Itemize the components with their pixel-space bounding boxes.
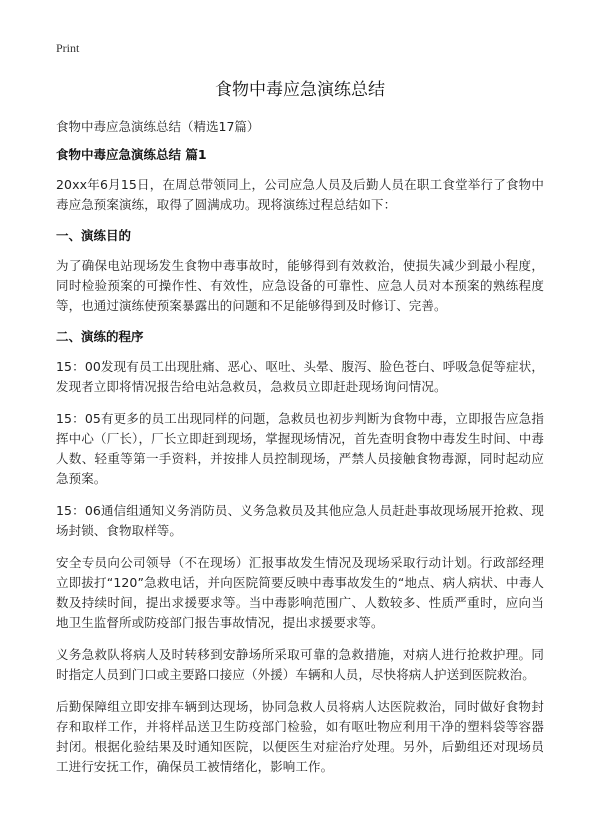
intro-paragraph: 20xx年6月15日，在周总带领同上，公司应急人员及后勤人员在职工食堂举行了食物中毒应急预案演练，取得了圆满成功。现将演练过程总结如下： <box>56 177 544 212</box>
paragraph: 义务急救队将病人及时转移到安静场所采取可靠的急救措施，对病人进行抢救护理。同时指定人员到门口或主要路口接应（外援）车辆和人员，尽快将病人护送到医院救治。 <box>56 647 544 682</box>
article-heading: 食物中毒应急演练总结 篇1 <box>56 147 207 162</box>
paragraph: 15：00发现有员工出现肚痛、恶心、呕吐、头晕、腹泻、脸色苍白、呼吸急促等症状，发现者立即将情况报告给电站急救员，急救员立即赶赴现场询问情况。 <box>56 359 544 394</box>
paragraph: 15：06通信组通知义务消防员、义务急救员及其他应急人员赶赴事故现场展开抢救、现场封锁、食物取样等。 <box>56 503 544 538</box>
print-label[interactable]: Print <box>56 41 80 55</box>
section-heading-procedure: 二、演练的程序 <box>56 329 144 344</box>
paragraph: 安全专员向公司领导（不在现场）汇报事故发生情况及现场采取行动计划。行政部经理立即拔打“120”急救电话，并向医院简要反映中毒事故发生的“地点、病人病状、中毒人数及持续时间，提出求援要求等。当中毒影响范围广、人数较多、性质严重时，应向当地卫生监督所或防疫部门报告事故情况，提出求援要求等。 <box>56 555 544 630</box>
paragraph: 后勤保障组立即安排车辆到达现场，协同急救人员将病人达医院救治，同时做好食物封存和取样工作，并将样品送卫生防疫部门检验，如有呕吐物应利用干净的塑料袋等容器封闭。根据化验结果及时通知医院，以便医生对症治疗处理。另外，后勤组还对现场员工进行安抚工作，确保员工被情绪化，影响工作。 <box>56 699 544 774</box>
section-heading-purpose: 一、演练目的 <box>56 228 132 243</box>
document-title: 食物中毒应急演练总结 <box>215 80 385 100</box>
document-subtitle: 食物中毒应急演练总结（精选17篇） <box>56 119 260 134</box>
paragraph: 为了确保电站现场发生食物中毒事故时，能够得到有效救治，使损失减少到最小程度，同时检验预案的可操作性、有效性，应急设备的可靠性、应急人员对本预案的熟练程度等，也通过演练使预案暴露出的问题和不足能够得到及时修订、完善。 <box>56 258 544 313</box>
paragraph: 15：05有更多的员工出现同样的问题，急救员也初步判断为食物中毒，立即报告应急指挥中心（厂长），厂长立即赶到现场，掌握现场情况，首先查明食物中毒发生时间、中毒人数、轻重等第一手资料，并按排人员控制现场，严禁人员接触食物毒源，同时起动应急预案。 <box>56 411 544 486</box>
